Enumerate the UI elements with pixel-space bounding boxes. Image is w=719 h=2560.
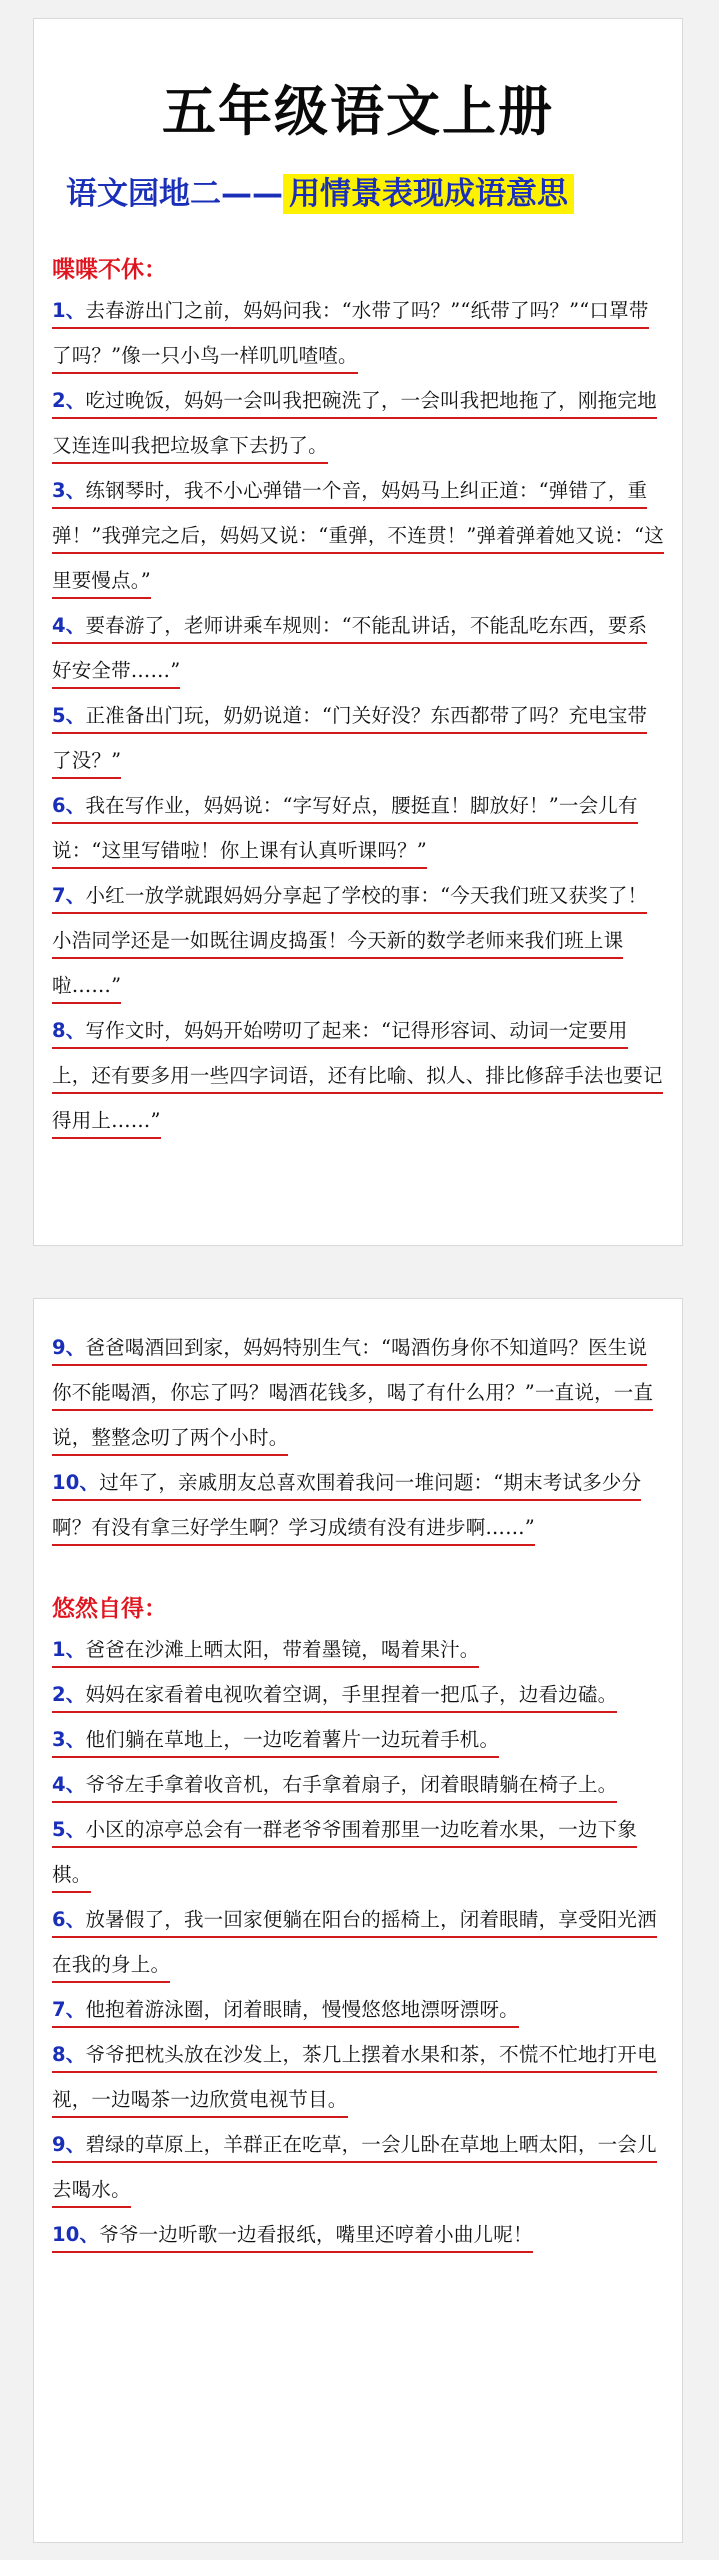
item-number: 9、 [52, 1336, 86, 1359]
item-text: 碧绿的草原上，羊群正在吃草，一会儿卧在草地上晒太阳，一会儿去喝水。 [52, 2133, 657, 2201]
item-number: 4、 [52, 1773, 86, 1796]
item-text: 练钢琴时，我不小心弹错一个音，妈妈马上纠正道：“弹错了，重弹！”我弹完之后，妈妈又说：“重弹，不连贯！”弹着弹着她又说：“这里要慢点。” [52, 479, 664, 592]
list-item [52, 2032, 666, 2122]
page-card-2 [33, 1298, 683, 2543]
item-text: 我在写作业，妈妈说：“字写好点，腰挺直！脚放好！”一会儿有说：“这里写错啦！你上课有认真听课吗？” [52, 794, 638, 862]
idiom-example-list-1 [52, 288, 666, 1143]
list-item [52, 1008, 666, 1143]
item-text: 爸爸在沙滩上晒太阳，带着墨镜，喝着果汁。 [85, 1638, 480, 1661]
list-item [52, 468, 666, 603]
list-item [52, 1460, 666, 1550]
item-text: 吃过晚饭，妈妈一会叫我把碗洗了，一会叫我把地拖了，刚拖完地又连连叫我把垃圾拿下去扔了。 [52, 389, 657, 457]
item-text: 爷爷一边听歌一边看报纸，嘴里还哼着小曲儿呢！ [99, 2223, 533, 2246]
item-text: 爷爷把枕头放在沙发上，茶几上摆着水果和茶，不慌不忙地打开电视，一边喝茶一边欣赏电视节目。 [52, 2043, 657, 2111]
item-number: 6、 [52, 794, 86, 817]
item-number: 8、 [52, 2043, 86, 2066]
list-item [52, 2122, 666, 2212]
item-text: 妈妈在家看着电视吹着空调，手里捏着一把瓜子，边看边磕。 [85, 1683, 618, 1706]
item-text: 小区的凉亭总会有一群老爷爷围着那里一边吃着水果，一边下象棋。 [52, 1818, 638, 1886]
item-text: 要春游了，老师讲乘车规则：“不能乱讲话，不能乱吃东西，要系好安全带……” [52, 614, 648, 682]
list-item [52, 693, 666, 783]
list-item [52, 1987, 666, 2032]
list-item [52, 873, 666, 1008]
item-number: 3、 [52, 479, 86, 502]
subtitle [66, 168, 682, 213]
page-title: 五年级语文上册 [162, 79, 554, 143]
item-number: 4、 [52, 614, 86, 637]
item-number: 2、 [52, 1683, 86, 1706]
item-number: 10、 [52, 2223, 100, 2246]
subtitle-highlight: 用情景表现成语意思 [283, 174, 574, 214]
item-text: 小红一放学就跟妈妈分享起了学校的事：“今天我们班又获奖了！小浩同学还是一如既往调皮捣蛋！今天新的数学老师来我们班上课啦……” [52, 884, 648, 997]
list-item [52, 378, 666, 468]
list-item [52, 1717, 666, 1762]
subtitle-plain: 语文园地二—— [66, 176, 283, 212]
item-text: 正准备出门玩，奶奶说道：“门关好没？东西都带了吗？充电宝带了没？” [52, 704, 648, 772]
item-text: 爷爷左手拿着收音机，右手拿着扇子，闭着眼睛躺在椅子上。 [85, 1773, 618, 1796]
item-number: 10、 [52, 1471, 100, 1494]
item-number: 3、 [52, 1728, 86, 1751]
list-item [52, 1897, 666, 1987]
list-item [52, 1325, 666, 1460]
item-number: 7、 [52, 884, 86, 907]
item-number: 5、 [52, 704, 86, 727]
list-item [52, 1762, 666, 1807]
idiom-example-list-1-continued [52, 1325, 666, 1550]
item-number: 7、 [52, 1998, 86, 2021]
list-item [52, 603, 666, 693]
item-number: 6、 [52, 1908, 86, 1931]
page-card-1 [33, 18, 683, 1246]
item-text: 爸爸喝酒回到家，妈妈特别生气：“喝酒伤身你不知道吗？医生说你不能喝酒，你忘了吗？喝酒花钱多，喝了有什么用？”一直说，一直说，整整念叨了两个小时。 [52, 1336, 654, 1449]
item-number: 2、 [52, 389, 86, 412]
idiom-example-list-2 [52, 1627, 666, 2257]
list-item [52, 1627, 666, 1672]
item-text: 去春游出门之前，妈妈问我：“水带了吗？”“纸带了吗？”“口罩带了吗？”像一只小鸟一样叽叽喳喳。 [52, 299, 649, 367]
item-text: 放暑假了，我一回家便躺在阳台的摇椅上，闭着眼睛，享受阳光洒在我的身上。 [52, 1908, 657, 1976]
list-item [52, 1807, 666, 1897]
list-item [52, 1672, 666, 1717]
item-text: 他们躺在草地上，一边吃着薯片一边玩着手机。 [85, 1728, 500, 1751]
item-text: 过年了，亲戚朋友总喜欢围着我问一堆问题：“期末考试多少分啊？有没有拿三好学生啊？学习成绩有没有进步啊……” [52, 1471, 642, 1539]
item-text: 他抱着游泳圈，闭着眼睛，慢慢悠悠地漂呀漂呀。 [85, 1998, 519, 2021]
section-heading-youranzide: 悠然自得： [52, 1596, 167, 1622]
item-text: 写作文时，妈妈开始唠叨了起来：“记得形容词、动词一定要用上，还有要多用一些四字词语，还有比喻、拟人、排比修辞手法也要记得用上……” [52, 1019, 663, 1132]
list-item [52, 783, 666, 873]
item-number: 1、 [52, 1638, 86, 1661]
item-number: 1、 [52, 299, 86, 322]
item-number: 8、 [52, 1019, 86, 1042]
list-item [52, 288, 666, 378]
section-heading-dieyiebuxiu: 喋喋不休： [52, 257, 167, 283]
list-item [52, 2212, 666, 2257]
item-number: 9、 [52, 2133, 86, 2156]
item-number: 5、 [52, 1818, 86, 1841]
